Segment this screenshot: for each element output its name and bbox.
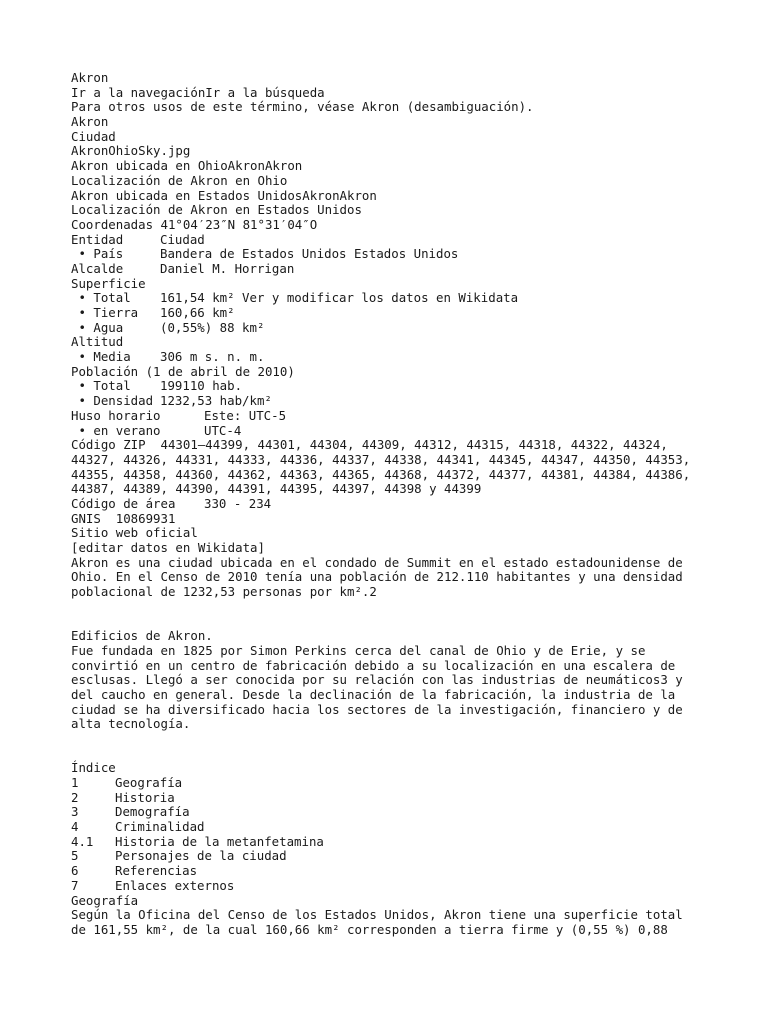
row-value: 161,54 km² Ver y modificar los datos en Wikidata xyxy=(160,290,519,306)
row-value: Ciudad xyxy=(160,231,205,247)
paragraph-line: Fue fundada en 1825 por Simon Perkins cerca del canal de Ohio y de Erie, y se xyxy=(71,642,646,658)
row-value: 1232,53 hab/km² xyxy=(160,393,272,409)
zip-codes-line: 44387, 44389, 44390, 44391, 44395, 44397, 44398 y 44399 xyxy=(71,481,482,497)
infobox-row-entity xyxy=(71,233,731,248)
section-heading: Geografía xyxy=(71,892,139,908)
official-website-link[interactable]: Sitio web oficial xyxy=(71,525,198,541)
paragraph-line: Ohio. En el Censo de 2010 tenía una población de 212.110 habitantes y una densidad xyxy=(71,569,683,585)
toc-number: 4 xyxy=(71,819,79,835)
row-value: 160,66 km² xyxy=(160,305,235,320)
paragraph-line: alta tecnología. xyxy=(71,716,191,732)
gnis-id: GNIS 10869931 xyxy=(71,510,176,526)
toc-number: 3 xyxy=(71,804,79,820)
toc-label: Historia xyxy=(115,789,175,805)
infobox-name: Akron xyxy=(71,114,109,130)
geography-section xyxy=(71,894,731,938)
zip-codes-line: 44355, 44358, 44360, 44362, 44363, 44365, 44368, 44372, 44377, 44381, 44384, 44386, xyxy=(71,466,691,482)
toc-item[interactable] xyxy=(71,791,731,806)
disambiguation-note: Para otros usos de este término, véase Akron (desambiguación). xyxy=(71,99,534,115)
toc-number: 2 xyxy=(71,789,79,805)
row-label: • Tierra xyxy=(71,305,139,320)
toc-item[interactable] xyxy=(71,879,731,894)
infobox-row-area-total xyxy=(71,291,731,306)
page-title: Akron xyxy=(71,70,109,85)
infobox-row-population-density xyxy=(71,394,731,409)
row-label: • Total xyxy=(71,378,131,394)
toc-label: Geografía xyxy=(115,775,183,790)
paragraph-line: poblacional de 1232,53 personas por km².2 xyxy=(71,584,377,600)
area-heading: Superficie xyxy=(71,275,146,291)
infobox-image-link[interactable]: AkronOhioSky.jpg xyxy=(71,143,191,159)
toc-item[interactable] xyxy=(71,776,731,791)
toc-item[interactable] xyxy=(71,849,731,864)
map-usa-title: Localización de Akron en Estados Unidos xyxy=(71,202,362,218)
country-link[interactable]: Bandera de Estados Unidos Estados Unidos xyxy=(160,246,459,262)
map-ohio-caption: Akron ubicada en OhioAkronAkron xyxy=(71,158,303,174)
infobox-row-altitude-mean xyxy=(71,350,731,365)
row-label: Entidad xyxy=(71,231,124,247)
row-value: 199110 hab. xyxy=(160,378,243,394)
infobox xyxy=(71,115,731,556)
paragraph-line: ciudad se ha diversificado hacia los sectores de la investigación, financiero y de xyxy=(71,701,683,717)
row-value: UTC-4 xyxy=(204,422,242,438)
paragraph-line: convirtió en un centro de fabricación debido a su localización en una escalera de xyxy=(71,657,676,673)
toc-number: 5 xyxy=(71,848,79,864)
zip-codes-line: Código ZIP 44301–44399, 44301, 44304, 44309, 44312, 44315, 44318, 44322, 44324, xyxy=(71,437,668,453)
toc-label: Demografía xyxy=(115,804,190,820)
row-label: • Densidad xyxy=(71,393,154,409)
row-label: • País xyxy=(71,246,124,262)
paragraph-line: del caucho en general. Desde la declinación de la fabricación, la industria de la xyxy=(71,686,676,702)
edit-wikidata-link[interactable]: [editar datos en Wikidata] xyxy=(71,540,265,555)
paragraph-line: de 161,55 km², de la cual 160,66 km² corresponden a tierra firme y (0,55 %) 0,88 xyxy=(71,921,668,937)
toc-item[interactable] xyxy=(71,805,731,820)
paragraph-line: Akron es una ciudad ubicada en el condado de Summit en el estado estadounidense de xyxy=(71,554,683,570)
infobox-row-area-code xyxy=(71,497,731,512)
row-label: • Agua xyxy=(71,319,124,335)
mayor-link[interactable]: Daniel M. Horrigan xyxy=(160,260,295,276)
row-value: Este: UTC-5 xyxy=(204,407,287,423)
toc-number: 7 xyxy=(71,877,79,893)
infobox-row-summer-time xyxy=(71,424,731,439)
row-label: • Media xyxy=(71,349,131,365)
toc-label: Enlaces externos xyxy=(115,877,235,893)
toc-item[interactable] xyxy=(71,820,731,835)
paragraph-line: Según la Oficina del Censo de los Estados Unidos, Akron tiene una superficie total xyxy=(71,907,683,923)
population-heading: Población (1 de abril de 2010) xyxy=(71,363,295,379)
spacer xyxy=(71,614,731,629)
infobox-row-mayor xyxy=(71,262,731,277)
infobox-row-area-water xyxy=(71,321,731,336)
toc-item[interactable] xyxy=(71,864,731,879)
row-label: • Total xyxy=(71,290,131,306)
toc-number: 1 xyxy=(71,775,79,790)
row-value: (0,55%) 88 km² xyxy=(160,319,265,335)
zip-codes-line: 44327, 44326, 44331, 44333, 44336, 44337, 44338, 44341, 44345, 44347, 44350, 44353, xyxy=(71,451,691,467)
toc-heading: Índice xyxy=(71,760,116,776)
infobox-row-population-total xyxy=(71,379,731,394)
image-caption: Edificios de Akron. xyxy=(71,628,213,644)
infobox-type: Ciudad xyxy=(71,128,116,144)
row-label: Alcalde xyxy=(71,260,124,276)
row-label: Huso horario xyxy=(71,407,161,423)
toc-label: Personajes de la ciudad xyxy=(115,848,287,864)
intro-paragraph xyxy=(71,556,731,600)
map-usa-caption: Akron ubicada en Estados UnidosAkronAkron xyxy=(71,187,377,203)
spacer xyxy=(71,747,731,762)
row-label: Código de área xyxy=(71,495,176,511)
toc-label: Referencias xyxy=(115,863,198,879)
infobox-row-country xyxy=(71,247,731,262)
paragraph-line: esclusas. Llegó a ser conocida por su relación con las industrias de neumáticos3 y xyxy=(71,672,683,688)
toc-label: Historia de la metanfetamina xyxy=(115,833,324,849)
skip-navigation-links[interactable]: Ir a la navegaciónIr a la búsqueda xyxy=(71,84,325,100)
row-value: 330 - 234 xyxy=(204,495,272,511)
history-intro xyxy=(71,629,731,732)
altitude-heading: Altitud xyxy=(71,334,124,350)
row-value: 306 m s. n. m. xyxy=(160,349,265,365)
infobox-row-area-land xyxy=(71,306,731,321)
toc-label: Criminalidad xyxy=(115,819,205,835)
map-ohio-title: Localización de Akron en Ohio xyxy=(71,172,288,188)
row-label: • en verano xyxy=(71,422,161,438)
toc-number: 6 xyxy=(71,863,79,879)
toc-item[interactable] xyxy=(71,835,731,850)
infobox-row-timezone xyxy=(71,409,731,424)
spacer xyxy=(71,600,731,615)
document-body xyxy=(71,71,731,938)
table-of-contents xyxy=(71,761,731,893)
coordinates-link[interactable]: Coordenadas 41°04′23″N 81°31′04″O xyxy=(71,216,318,232)
toc-number: 4.1 xyxy=(71,833,94,849)
spacer xyxy=(71,732,731,747)
